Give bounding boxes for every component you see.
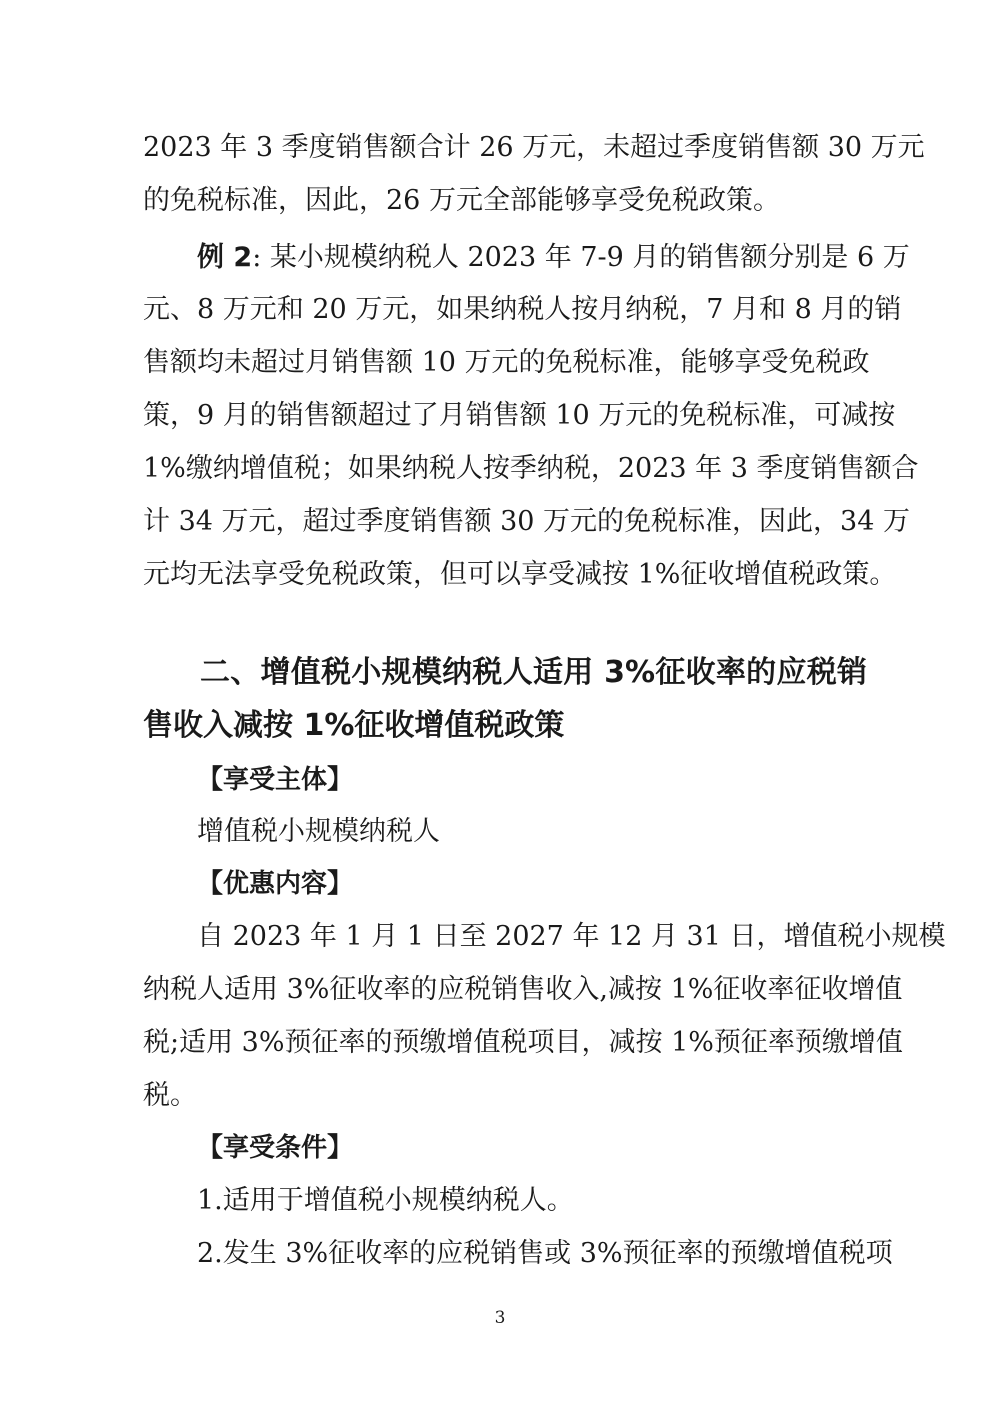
conditions-label: 【享受条件】 [197,1133,354,1163]
content-label: 【优惠内容】 [197,869,354,899]
example-line: 元均无法享受免税政策，但可以享受减按 1%征收增值税政策。 [143,559,897,590]
paragraph-line: 的免税标准，因此，26 万元全部能够享受免税政策。 [143,185,780,216]
example-line: 1%缴纳增值税；如果纳税人按季纳税，2023 年 3 季度销售额合 [143,453,919,484]
example-line: 计 34 万元，超过季度销售额 30 万元的免税标准，因此，34 万 [143,506,910,537]
example-first-line [197,240,910,276]
content-line: 税;适用 3%预征率的预缴增值税项目，减按 1%预征率预缴增值 [143,1027,903,1058]
subject-text: 增值税小规模纳税人 [197,816,440,847]
example-first-line-text: : 某小规模纳税人 2023 年 7-9 月的销售额分别是 6 万 [252,242,910,273]
subject-label: 【享受主体】 [197,765,354,795]
example-label: 例 2 [197,242,253,273]
condition-item: 2.发生 3%征收率的应税销售或 3%预征率的预缴增值税项 [197,1238,893,1269]
condition-item: 1.适用于增值税小规模纳税人。 [197,1185,574,1216]
example-line: 策，9 月的销售额超过了月销售额 10 万元的免税标准，可减按 [143,400,896,431]
content-line: 税。 [143,1080,197,1111]
section-heading-line: 售收入减按 1%征收增值税政策 [143,708,565,743]
paragraph-line: 2023 年 3 季度销售额合计 26 万元，未超过季度销售额 30 万元 [143,132,925,163]
example-line: 售额均未超过月销售额 10 万元的免税标准，能够享受免税政 [143,347,870,378]
content-line: 自 2023 年 1 月 1 日至 2027 年 12 月 31 日，增值税小规模 [197,921,946,952]
content-line: 纳税人适用 3%征收率的应税销售收入,减按 1%征收率征收增值 [143,974,903,1005]
example-line: 元、8 万元和 20 万元，如果纳税人按月纳税，7 月和 8 月的销 [143,294,902,325]
page-number: 3 [494,1308,506,1328]
section-heading-line: 二、增值税小规模纳税人适用 3%征收率的应税销 [200,655,867,690]
